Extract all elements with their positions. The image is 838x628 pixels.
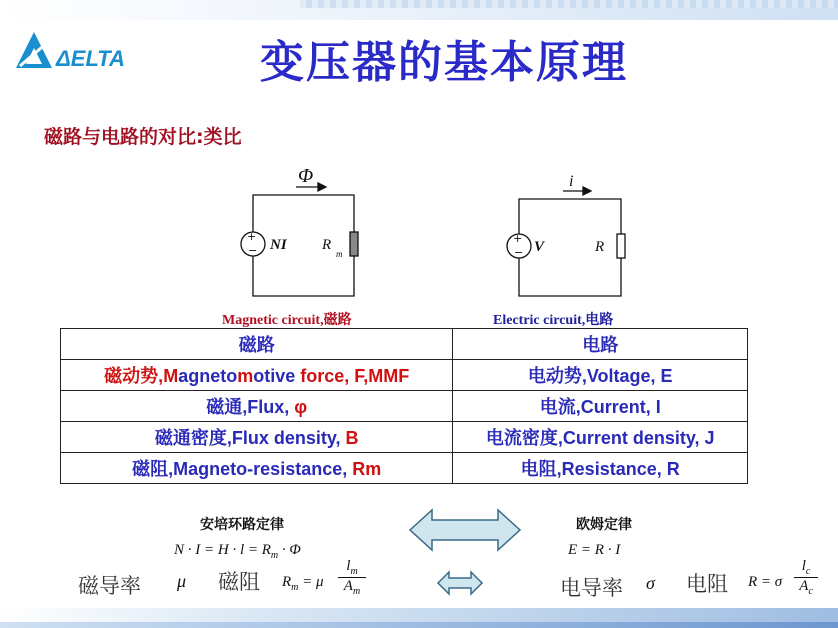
table-row — [61, 453, 748, 484]
conductivity-label: 电导率 — [560, 576, 623, 600]
resistance-text-label: 电阻 — [686, 572, 728, 596]
magnetic-quantity-text: 磁阻,Magneto-resistance, — [132, 459, 353, 479]
delta-logo — [8, 24, 148, 80]
svg-text:+: + — [247, 230, 257, 243]
reluctance-text-label: 磁阻 — [218, 570, 260, 594]
table-row — [61, 391, 748, 422]
logo-text: ΔELTA — [56, 46, 125, 71]
conductivity-symbol: σ — [646, 573, 655, 593]
ampere-law-equation: $N \cdot I = H \cdot l = R_m \cdot \Phi$ — [174, 542, 301, 561]
magnetic-circuit — [241, 183, 358, 296]
magnetic-quantity-text: Rm — [352, 459, 382, 479]
header-magnetic: 磁路 — [61, 329, 453, 360]
magnetic-circuit-caption: Magnetic circuit,磁路 — [222, 313, 352, 328]
electric-quantity-cell: 电流,Current, I — [453, 391, 748, 422]
electric-circuit — [507, 187, 625, 296]
magnetic-quantity-cell — [61, 391, 453, 422]
double-arrow-small — [436, 570, 484, 596]
header-electric: 电路 — [453, 329, 748, 360]
electric-quantity-cell: 电流密度,Current density, J — [453, 422, 748, 453]
voltage-source-label: V — [534, 239, 545, 255]
page-title: 变压器的基本原理 — [260, 37, 628, 88]
svg-text:−: − — [514, 246, 524, 259]
table-row — [61, 360, 748, 391]
top-decor-stripes — [300, 0, 838, 8]
magnetic-quantity-text: 磁通,Flux, — [206, 397, 295, 417]
magnetic-quantity-text: M — [163, 366, 179, 386]
magnetic-quantity-cell — [61, 422, 453, 453]
magnetic-quantity-text: B — [345, 428, 359, 448]
double-arrow-large — [408, 508, 522, 552]
magnetic-quantity-cell — [61, 453, 453, 484]
ohm-law-equation: E = R · I — [568, 542, 621, 558]
magnetic-quantity-text: φ — [294, 397, 308, 417]
ampere-law-title: 安培环路定律 — [200, 517, 284, 533]
resistance-fraction: $\frac{l_c}{A_c}$ — [794, 558, 818, 597]
electric-circuit-caption: Electric circuit,电路 — [493, 313, 614, 328]
ohm-law-title: 欧姆定律 — [576, 517, 632, 533]
resistor-label: R — [595, 239, 605, 255]
reluctance-formula-lhs: $R_m = \mu$ — [282, 574, 324, 593]
table-row — [61, 422, 748, 453]
electric-quantity-cell: 电动势,Voltage, E — [453, 360, 748, 391]
reluctance-fraction: $\frac{l_m}{A_m}$ — [338, 558, 366, 597]
svg-text:−: − — [248, 244, 258, 257]
mmf-source-label: NI — [270, 237, 287, 253]
resistance-formula-lhs: R = σ — [748, 574, 783, 590]
magnetic-quantity-cell — [61, 360, 453, 391]
magnetic-quantity-text: m — [237, 366, 254, 386]
magnetic-quantity-text: 磁动势, — [104, 366, 164, 386]
magnetic-quantity-text: 磁通密度,Flux density, — [154, 428, 346, 448]
electric-quantity-cell: 电阻,Resistance, R — [453, 453, 748, 484]
svg-text:+: + — [513, 232, 523, 245]
permeability-label: 磁导率 — [78, 574, 141, 598]
magnetic-quantity-text: otive — [253, 366, 301, 386]
reluctance-subscript: m — [336, 249, 343, 259]
circuit-diagrams — [0, 150, 838, 320]
permeability-symbol: μ — [177, 571, 187, 591]
section-subtitle: 磁路与电路的对比:类比 — [44, 126, 242, 148]
bottom-decor-stripe — [0, 622, 838, 628]
reluctance-label: R — [322, 237, 332, 253]
table-header-row — [61, 329, 748, 360]
magnetic-quantity-text: orce, F,MMF — [306, 366, 410, 386]
flux-label: Φ — [298, 165, 314, 187]
magnetic-quantity-text: agneto — [178, 366, 238, 386]
magnetic-quantity-text: f — [300, 366, 307, 386]
current-label: i — [569, 173, 574, 190]
comparison-table — [60, 328, 748, 484]
